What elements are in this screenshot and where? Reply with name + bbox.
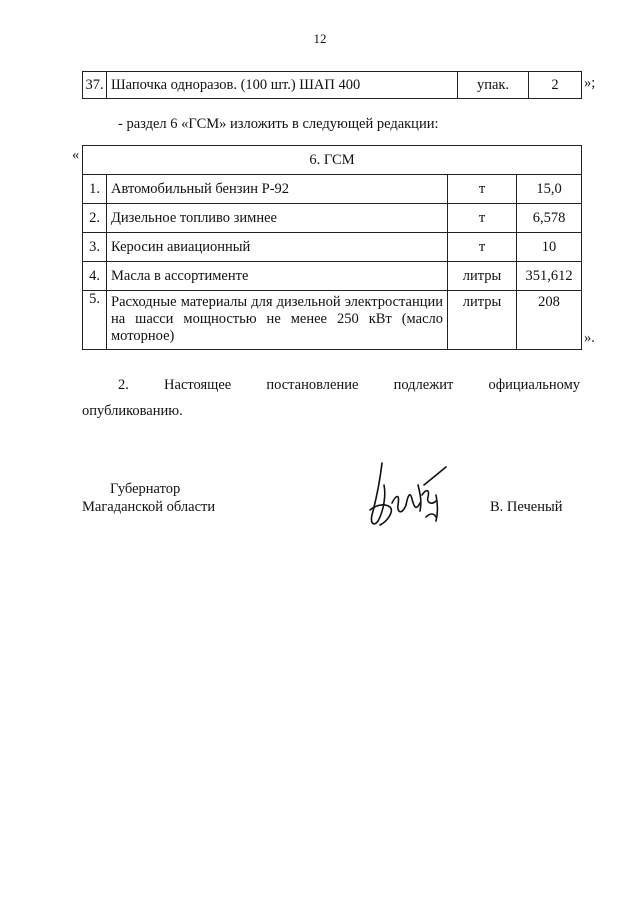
paragraph-word: постановление	[266, 377, 359, 393]
row-unit: т	[448, 233, 517, 262]
row-qty: 208	[517, 291, 582, 350]
row-number: 4.	[83, 262, 107, 291]
paragraph-word: Настоящее	[164, 377, 232, 393]
paragraph-2-line-1	[118, 377, 580, 394]
table-row	[83, 262, 582, 291]
row-name: Керосин авиационный	[107, 233, 448, 262]
row-unit: литры	[448, 262, 517, 291]
row-unit: т	[448, 175, 517, 204]
row-number: 3.	[83, 233, 107, 262]
paragraph-2-line-2: опубликованию.	[82, 403, 183, 419]
row-number: 2.	[83, 204, 107, 233]
row-number: 1.	[83, 175, 107, 204]
row-qty: 6,578	[517, 204, 582, 233]
handwritten-signature	[362, 455, 454, 545]
row-unit: упак.	[458, 72, 529, 99]
table-row	[83, 204, 582, 233]
row-number: 5.	[83, 291, 107, 350]
row-name: Дизельное топливо зимнее	[107, 204, 448, 233]
row-unit: т	[448, 204, 517, 233]
table-row	[83, 291, 582, 350]
row-qty: 2	[529, 72, 582, 99]
paragraph-word: подлежит	[393, 377, 454, 393]
table-row	[83, 72, 582, 99]
row-qty: 10	[517, 233, 582, 262]
row-unit: литры	[448, 291, 517, 350]
table-row	[83, 233, 582, 262]
row-number: 37.	[83, 72, 107, 99]
previous-table-fragment	[82, 71, 582, 99]
signatory-title-line-1: Губернатор	[110, 481, 181, 497]
table-row	[83, 175, 582, 204]
section-table	[82, 145, 582, 350]
row-name: Масла в ассортименте	[107, 262, 448, 291]
opening-quote: «	[72, 147, 80, 163]
row-qty: 15,0	[517, 175, 582, 204]
row-name: Шапочка одноразов. (100 шт.) ШАП 400	[107, 72, 458, 99]
row-name: Автомобильный бензин Р-92	[107, 175, 448, 204]
row-qty: 351,612	[517, 262, 582, 291]
signatory-title-line-2: Магаданской области	[82, 499, 216, 515]
signatory-name: В. Печеный	[490, 499, 563, 515]
instruction-text: - раздел 6 «ГСМ» изложить в следующей редакции:	[118, 116, 439, 132]
page-number: 12	[313, 31, 327, 46]
row-name: Расходные материалы для дизельной электростанции на шасси мощностью не менее 250 кВт (масло моторное)	[107, 291, 448, 350]
closing-quote-2: ».	[584, 330, 595, 346]
closing-quote-1: »;	[584, 75, 596, 91]
paragraph-word: официальному	[488, 377, 580, 393]
section-title: 6. ГСМ	[83, 146, 582, 175]
paragraph-number: 2.	[118, 377, 129, 393]
